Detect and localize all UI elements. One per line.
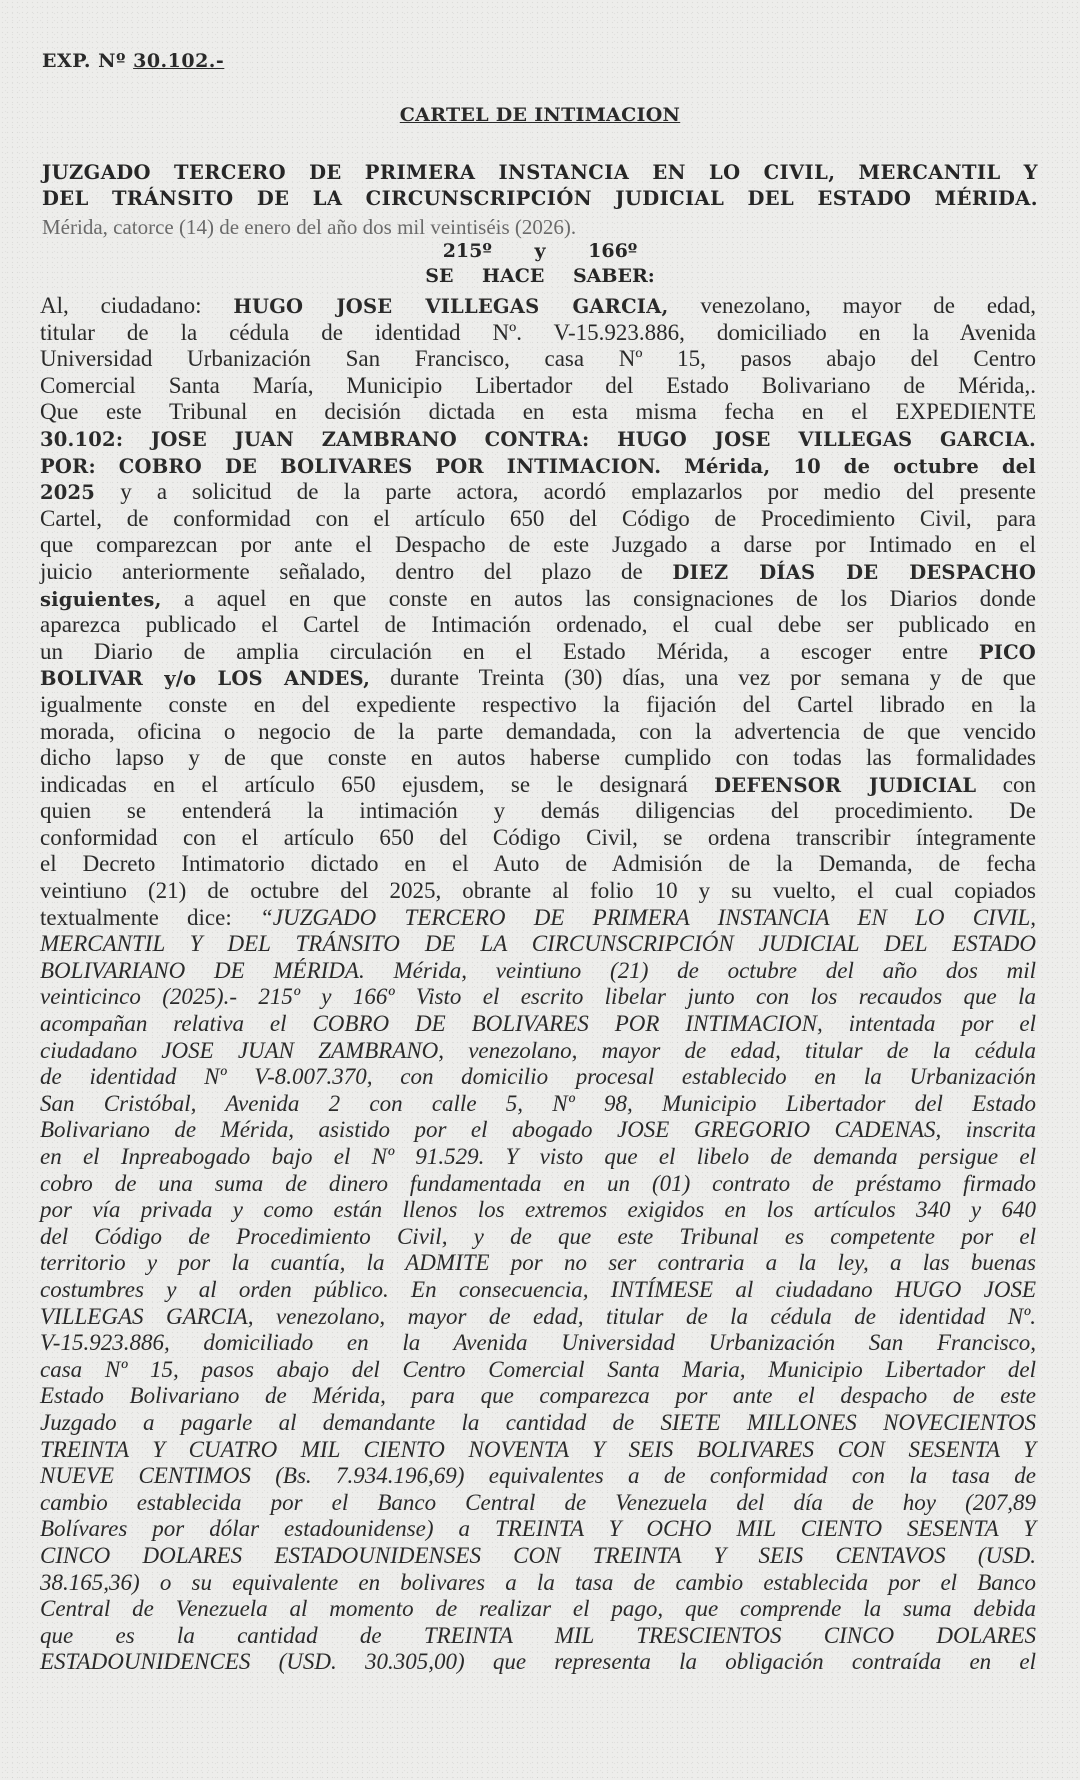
quoted-line: MERCANTIL Y DEL TRÁNSITO DE LA CIRCUNSCRIPCIÓN JUDICIAL DEL ESTADO	[40, 931, 1036, 957]
body-line	[40, 320, 1036, 347]
body-text: igualmente conste en del expediente respectivo la fijación del Cartel librado en la	[40, 691, 1036, 717]
bold-text: POR: COBRO DE BOLIVARES POR INTIMACION. Mérida, 10 de octubre del	[40, 454, 1036, 478]
bold-text: DEFENSOR JUDICIAL	[714, 773, 977, 797]
quoted-line: casa Nº 15, pasos abajo del Centro Comercial Santa Maria, Municipio Libertador del	[40, 1356, 1036, 1382]
body-line	[40, 559, 1036, 586]
document-date: Mérida, catorce (14) de enero del año dos mil veintiséis (2026).	[42, 215, 577, 239]
quoted-line: por vía privada y como están llenos los extremos exigidos en los artículos 340 y 640	[40, 1197, 1036, 1223]
quoted-line: de identidad Nº V-8.007.370, con domicilio procesal establecido en la Urbanización	[40, 1064, 1036, 1090]
efemerides: 215º y 166º	[442, 240, 638, 262]
quoted-decree	[40, 931, 1036, 1676]
quoted-line: en el Inpreabogado bajo el Nº 91.529. Y visto que el libelo de demanda persigue el	[40, 1144, 1036, 1169]
quoted-line: 38.165,36) o su equivalente en bolivares a la tasa de cambio establecida por el Banco	[40, 1569, 1036, 1595]
quoted-line: Central de Venezuela al momento de realizar el pago, que comprende la suma debida	[40, 1596, 1036, 1622]
body-text: el Decreto Intimatorio dictado en el Auto de Admisión de la Demanda, de fecha	[40, 851, 1036, 877]
quoted-line: que es la cantidad de TREINTA MIL TRESCIENTOS CINCO DOLARES	[40, 1622, 1036, 1648]
quoted-line: ciudadano JOSE JUAN ZAMBRANO, venezolano, mayor de edad, titular de la cédula	[40, 1037, 1036, 1063]
body-text: Cartel, de conformidad con el artículo 650 del Código de Procedimiento Civil, para	[40, 505, 1036, 531]
body-text: que comparezcan por ante el Despacho de este Juzgado a darse por Intimado en el	[40, 532, 1036, 558]
court-heading	[42, 160, 1038, 212]
body-line	[40, 772, 1036, 799]
bold-text: siguientes,	[40, 587, 162, 611]
quoted-line: Bolívares por dólar estadounidense) a TREINTA Y OCHO MIL CIENTO SESENTA Y	[40, 1516, 1036, 1542]
body-text: titular de la cédula de identidad Nº. V-15.923.886, domiciliado en la Avenida	[40, 319, 1036, 345]
body-text: dicho lapso y de que conste en autos haberse cumplido con todas las formalidades	[40, 745, 1036, 771]
document-body	[40, 293, 1036, 1676]
body-text: Al, ciudadano:	[40, 293, 234, 318]
body-line	[40, 586, 1036, 613]
body-line	[40, 612, 1036, 639]
quoted-line: territorio y por la cuantía, la ADMITE por no ser contraria a la ley, a las buenas	[40, 1250, 1036, 1276]
body-paragraph	[40, 293, 1036, 931]
body-line	[40, 346, 1036, 373]
body-text: venezolano, mayor de edad,	[668, 293, 1036, 318]
bold-text: DIEZ DÍAS DE DESPACHO	[672, 560, 1037, 584]
body-line	[40, 453, 1036, 480]
quoted-line: NUEVE CENTIMOS (Bs. 7.934.196,69) equivalentes a de conformidad con la tasa de	[40, 1463, 1036, 1489]
quoted-line: cobro de una suma de dinero fundamentada en un (01) contrato de préstamo firmado	[40, 1170, 1036, 1196]
quoted-line: Juzgado a pagarle al demandante la cantidad de SIETE MILLONES NOVECIENTOS	[40, 1409, 1036, 1435]
body-text: textualmente dice:	[40, 904, 260, 930]
body-line	[40, 905, 1036, 932]
expediente-number	[42, 50, 224, 72]
body-text: un Diario de amplia circulación en el Estado Mérida, a escoger entre	[40, 638, 979, 664]
body-line	[40, 745, 1036, 772]
body-text: morada, oficina o negocio de la parte demandada, con la advertencia de que vencido	[40, 718, 1036, 744]
body-line	[40, 692, 1036, 719]
court-heading-line: JUZGADO TERCERO DE PRIMERA INSTANCIA EN LO CIVIL, MERCANTIL Y	[42, 161, 1038, 184]
body-text: conformidad con el artículo 650 del Código Civil, se ordena transcribir íntegramente	[40, 824, 1036, 850]
body-line	[40, 719, 1036, 746]
bold-text: PICO	[978, 640, 1036, 664]
body-line	[40, 479, 1036, 506]
body-line	[40, 293, 1036, 320]
body-line	[40, 532, 1036, 559]
body-line	[40, 373, 1036, 400]
body-line	[40, 426, 1036, 453]
expediente-value: 30.102.-	[133, 50, 225, 72]
quoted-line: CINCO DOLARES ESTADOUNIDENSES CON TREINTA Y SEIS CENTAVOS (USD.	[40, 1542, 1036, 1568]
body-text: juicio anteriormente señalado, dentro del plazo de	[40, 558, 673, 584]
quoted-line: costumbres y al orden público. En consecuencia, INTÍMESE al ciudadano HUGO JOSE	[40, 1276, 1036, 1302]
quoted-line: V-15.923.886, domiciliado en la Avenida Universidad Urbanización San Francisco,	[40, 1330, 1036, 1356]
body-line	[40, 878, 1036, 905]
body-text: “JUZGADO TERCERO DE PRIMERA INSTANCIA EN LO CIVIL,	[260, 904, 1036, 930]
body-text: durante Treinta (30) días, una vez por semana y de que	[370, 665, 1036, 691]
body-line	[40, 825, 1036, 852]
body-line	[40, 639, 1036, 666]
body-line	[40, 665, 1036, 692]
body-text: Universidad Urbanización San Francisco, casa Nº 15, pasos abajo del Centro	[40, 346, 1036, 372]
body-text: Que este Tribunal en decisión dictada en esta misma fecha en el EXPEDIENTE	[40, 399, 1036, 425]
body-line	[40, 851, 1036, 878]
body-text: veintiuno (21) de octubre del 2025, obrante al folio 10 y su vuelto, el cual copiados	[40, 878, 1036, 904]
quoted-line: ESTADOUNIDENCES (USD. 30.305,00) que representa la obligación contraída en el	[40, 1649, 1036, 1675]
quoted-line: BOLIVARIANO DE MÉRIDA. Mérida, veintiuno (21) de octubre del año dos mil	[40, 957, 1036, 983]
quoted-line: VILLEGAS GARCIA, venezolano, mayor de edad, titular de la cédula de identidad Nº.	[40, 1303, 1036, 1329]
bold-text: 2025	[40, 481, 96, 505]
body-text: indicadas en el artículo 650 ejusdem, se le designará	[40, 771, 715, 797]
quoted-line: veinticinco (2025).- 215º y 166º Visto el escrito libelar junto con los recaudos que la	[40, 984, 1036, 1010]
body-line	[40, 399, 1036, 426]
announcement-heading: SE HACE SABER:	[425, 265, 655, 287]
quoted-line: cambio establecida por el Banco Central de Venezuela del día de hoy (207,89	[40, 1489, 1036, 1515]
quoted-line: Bolivariano de Mérida, asistido por el abogado JOSE GREGORIO CADENAS, inscrita	[40, 1117, 1036, 1143]
body-text: aparezca publicado el Cartel de Intimación ordenado, el cual debe ser publicado en	[40, 612, 1036, 638]
quoted-line: TREINTA Y CUATRO MIL CIENTO NOVENTA Y SEIS BOLIVARES CON SESENTA Y	[40, 1436, 1036, 1462]
body-text: con	[976, 771, 1036, 797]
quoted-line: del Código de Procedimiento Civil, y de que este Tribunal es competente por el	[40, 1223, 1036, 1249]
body-text: a aquel en que conste en autos las consignaciones de los Diarios donde	[161, 585, 1036, 611]
quoted-line: San Cristóbal, Avenida 2 con calle 5, Nº 98, Municipio Libertador del Estado	[40, 1090, 1036, 1116]
quoted-line: Estado Bolivariano de Mérida, para que comparezca por ante el despacho de este	[40, 1383, 1036, 1409]
bold-text: 30.102: JOSE JUAN ZAMBRANO CONTRA: HUGO JOSE VILLEGAS GARCIA.	[40, 427, 1036, 451]
body-text: quien se entenderá la intimación y demás diligencias del procedimiento. De	[40, 798, 1036, 824]
bold-text: HUGO JOSE VILLEGAS GARCIA,	[233, 295, 669, 318]
document-title: CARTEL DE INTIMACION	[399, 104, 681, 126]
body-line	[40, 798, 1036, 825]
court-heading-line: DEL TRÁNSITO DE LA CIRCUNSCRIPCIÓN JUDICIAL DEL ESTADO MÉRIDA.	[42, 187, 1038, 210]
body-line	[40, 506, 1036, 533]
body-text: y a solicitud de la parte actora, acordó emplazarlos por medio del presente	[95, 479, 1036, 505]
expediente-label: EXP. Nº	[42, 50, 126, 72]
bold-text: BOLIVAR y/o LOS ANDES,	[40, 667, 371, 691]
body-text: Comercial Santa María, Municipio Libertador del Estado Bolivariano de Mérida,.	[40, 372, 1036, 398]
quoted-line: acompañan relativa el COBRO DE BOLIVARES POR INTIMACION, intentada por el	[40, 1011, 1036, 1037]
